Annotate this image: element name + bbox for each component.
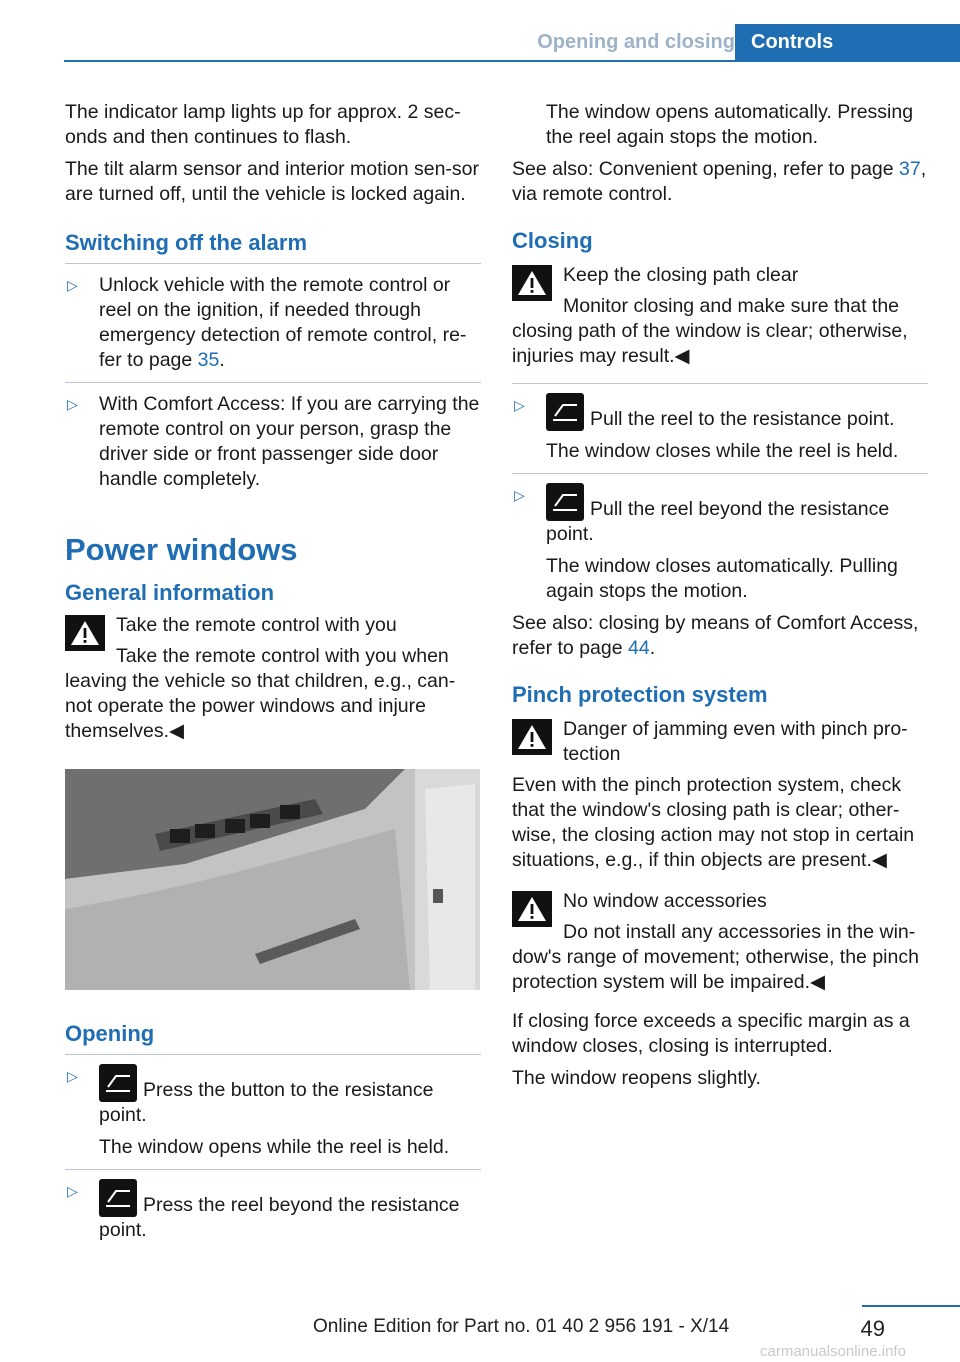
footer-rule [862, 1305, 960, 1307]
left-column [65, 100, 481, 1243]
door-panel-photo [65, 769, 480, 990]
triangle-right-icon: ▷ [67, 396, 78, 412]
divider [65, 1054, 481, 1055]
page-link-44[interactable]: 44 [628, 637, 650, 659]
page-number: 49 [860, 1316, 885, 1341]
list-item-text: Unlock vehicle with the remote control or reel on the ignition, if needed through emergency detection of remote control, re‐fer to page [99, 274, 467, 371]
list-item [65, 273, 481, 373]
triangle-right-icon: ▷ [67, 1183, 78, 1199]
see-also-text-end: , via remote control. [512, 158, 927, 205]
see-also-paragraph [512, 157, 928, 207]
warning-triangle-icon [512, 719, 552, 755]
heading-power-windows: Power windows [65, 532, 298, 567]
triangle-right-icon: ▷ [514, 397, 525, 413]
warning-box [512, 717, 928, 873]
warning-title: Keep the closing path clear [563, 264, 799, 286]
list-item-subtext: The window closes while the reel is held. [546, 440, 899, 462]
warning-body: Take the remote control with you when leaving the vehicle so that children, e.g., can‐not operate the power windows and injure themselves.◀ [65, 645, 456, 742]
right-column [512, 100, 928, 1098]
paragraph: The tilt alarm sensor and interior motion sen‐sor are turned off, until the vehicle is locked again. [65, 158, 480, 205]
triangle-right-icon: ▷ [67, 1068, 78, 1084]
list-item-text: Press the reel beyond the resistance point. [99, 1194, 460, 1241]
heading-closing: Closing [512, 228, 593, 253]
list-item [65, 1064, 481, 1160]
paragraph: If closing force exceeds a specific margin as a window closes, closing is interrupted. [512, 1010, 910, 1057]
heading-switching-off-alarm: Switching off the alarm [65, 230, 308, 255]
divider [512, 473, 928, 474]
paragraph: The indicator lamp lights up for approx. 2 sec‐onds and then continues to flash. [65, 101, 461, 148]
see-also-text: See also: closing by means of Comfort Access, refer to page [512, 612, 919, 659]
warning-box [65, 613, 481, 744]
divider [512, 383, 928, 384]
see-also-text: See also: Convenient opening, refer to page [512, 158, 900, 180]
page-header [64, 24, 960, 62]
door-panel-illustration [65, 769, 480, 990]
divider [65, 263, 481, 264]
list-item [65, 392, 481, 492]
triangle-right-icon: ▷ [67, 277, 78, 293]
warning-body: Do not install any accessories in the win‐dow's range of movement; otherwise, the pinch protection system will be impaired.◀ [512, 921, 919, 993]
list-item [512, 483, 928, 604]
list-item-subtext: The window opens automatically. Pressing the reel again stops the motion. [546, 101, 914, 148]
edition-label: Online Edition for Part no. 01 40 2 956 191 - X/14 [313, 1316, 730, 1337]
heading-pinch-protection: Pinch protection system [512, 682, 768, 707]
warning-title: Take the remote control with you [116, 614, 397, 636]
warning-box [512, 263, 928, 369]
see-also-paragraph [512, 611, 928, 661]
warning-box [512, 889, 928, 995]
triangle-right-icon: ▷ [514, 487, 525, 503]
punctuation: . [219, 349, 225, 371]
warning-triangle-icon [512, 265, 552, 301]
page-link-37[interactable]: 37 [899, 158, 921, 180]
paragraph: The window reopens slightly. [512, 1067, 761, 1089]
warning-body: Even with the pinch protection system, check that the window's closing path is clear; other‐wise, the closing action may not stop in certain situations, e.g., if thin objects are present.◀ [512, 774, 915, 871]
list-item [512, 393, 928, 464]
warning-triangle-icon [512, 891, 552, 927]
watermark: carmanualsonline.info [760, 1343, 906, 1360]
list-item-text: With Comfort Access: If you are carrying the remote control on your person, grasp the driver side or front passenger side door handle completely. [99, 393, 480, 490]
power-window-button-icon [546, 483, 584, 521]
list-item [65, 1179, 481, 1243]
heading-opening: Opening [65, 1021, 155, 1046]
see-also-text-end: . [649, 637, 656, 659]
page-link-35[interactable]: 35 [197, 349, 220, 371]
list-item-text: Press the button to the resistance point. [99, 1079, 434, 1126]
power-window-button-icon [99, 1179, 137, 1217]
warning-body: Monitor closing and make sure that the closing path of the window is clear; otherwise, injuries may result.◀ [512, 295, 908, 367]
warning-triangle-icon [65, 615, 105, 651]
divider [65, 382, 481, 383]
power-window-button-icon [99, 1064, 137, 1102]
divider [65, 1169, 481, 1170]
list-item-subtext: The window opens while the reel is held. [99, 1136, 450, 1158]
warning-title: No window accessories [563, 890, 767, 912]
list-item-subtext: The window closes automatically. Pulling again stops the motion. [546, 555, 898, 602]
header-tab-controls: Controls [735, 24, 960, 62]
list-item-text: Pull the reel beyond the resistance point. [546, 498, 890, 545]
list-item-text: Pull the reel to the resistance point. [590, 408, 895, 430]
power-window-button-icon [546, 393, 584, 431]
warning-title: Danger of jamming even with pinch pro‐tection [563, 718, 908, 765]
heading-general-information: General information [65, 580, 275, 605]
header-section-title: Opening and closing [537, 31, 735, 53]
